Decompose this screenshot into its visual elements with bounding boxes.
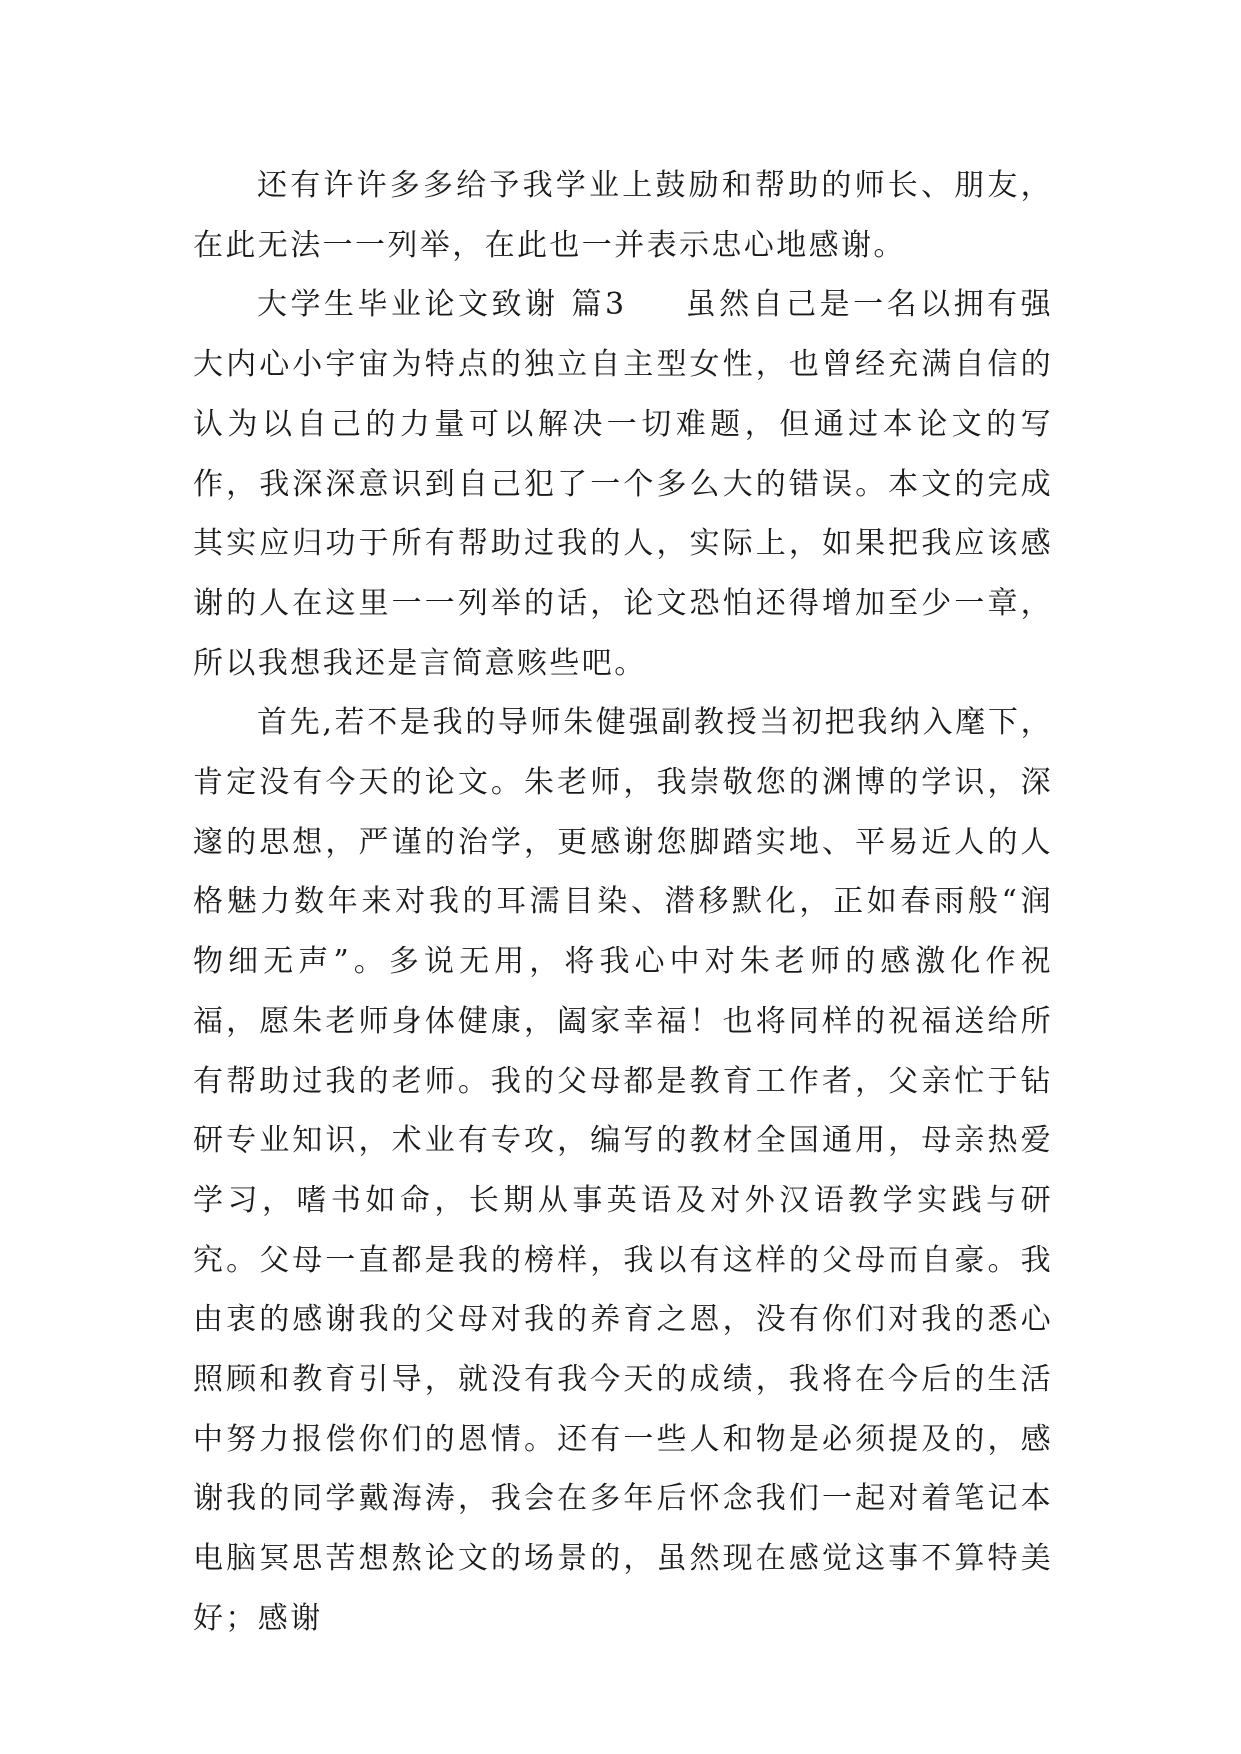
section-3-body: 虽然自己是一名以拥有强大内心小宇宙为特点的独立自主型女性，也曾经充满自信的认为以自己的力量可以解决一切难题，但通过本论文的写作，我深深意识到自己犯了一个多么大的错误。本文的完成其实应归功于所有帮助过我的人，实际上，如果把我应该感谢的人在这里一一列举的话，论文恐怕还得增加至少一章，所以我想我还是言简意赅些吧。: [193, 287, 1053, 681]
paragraph-thanks-advisor-family: 首先,若不是我的导师朱健强副教授当初把我纳入麾下，肯定没有今天的论文。朱老师，我崇敬您的渊博的学识，深邃的思想，严谨的治学，更感谢您脚踏实地、平易近人的人格魅力数年来对我的耳濡目染、潜移默化，正如春雨般“润物细无声”。多说无用，将我心中对朱老师的感激化作祝福，愿朱老师身体健康，阖家幸福！也将同样的祝福送给所有帮助过我的老师。我的父母都是教育工作者，父亲忙于钻研专业知识，术业有专攻，编写的教材全国通用，母亲热爱学习，嗜书如命，长期从事英语及对外汉语教学实践与研究。父母一直都是我的榜样，我以有这样的父母而自豪。我由衷的感谢我的父母对我的养育之恩，没有你们对我的悉心照顾和教育引导，就没有我今天的成绩，我将在今后的生活中努力报偿你们的恩情。还有一些人和物是必须提及的，感谢我的同学戴海涛，我会在多年后怀念我们一起对着笔记本电脑冥思苦想熬论文的场景的，虽然现在感觉这事不算特美好；感谢: [193, 705, 1053, 1636]
paragraph-section-3: [193, 275, 1053, 693]
section-heading: 大学生毕业论文致谢 篇3: [257, 287, 627, 323]
document-body: [193, 156, 1053, 1649]
paragraph-thanks-others: 还有许许多多给予我学业上鼓励和帮助的师长、朋友，在此无法一一列举，在此也一并表示忠心地感谢。: [193, 168, 1053, 263]
